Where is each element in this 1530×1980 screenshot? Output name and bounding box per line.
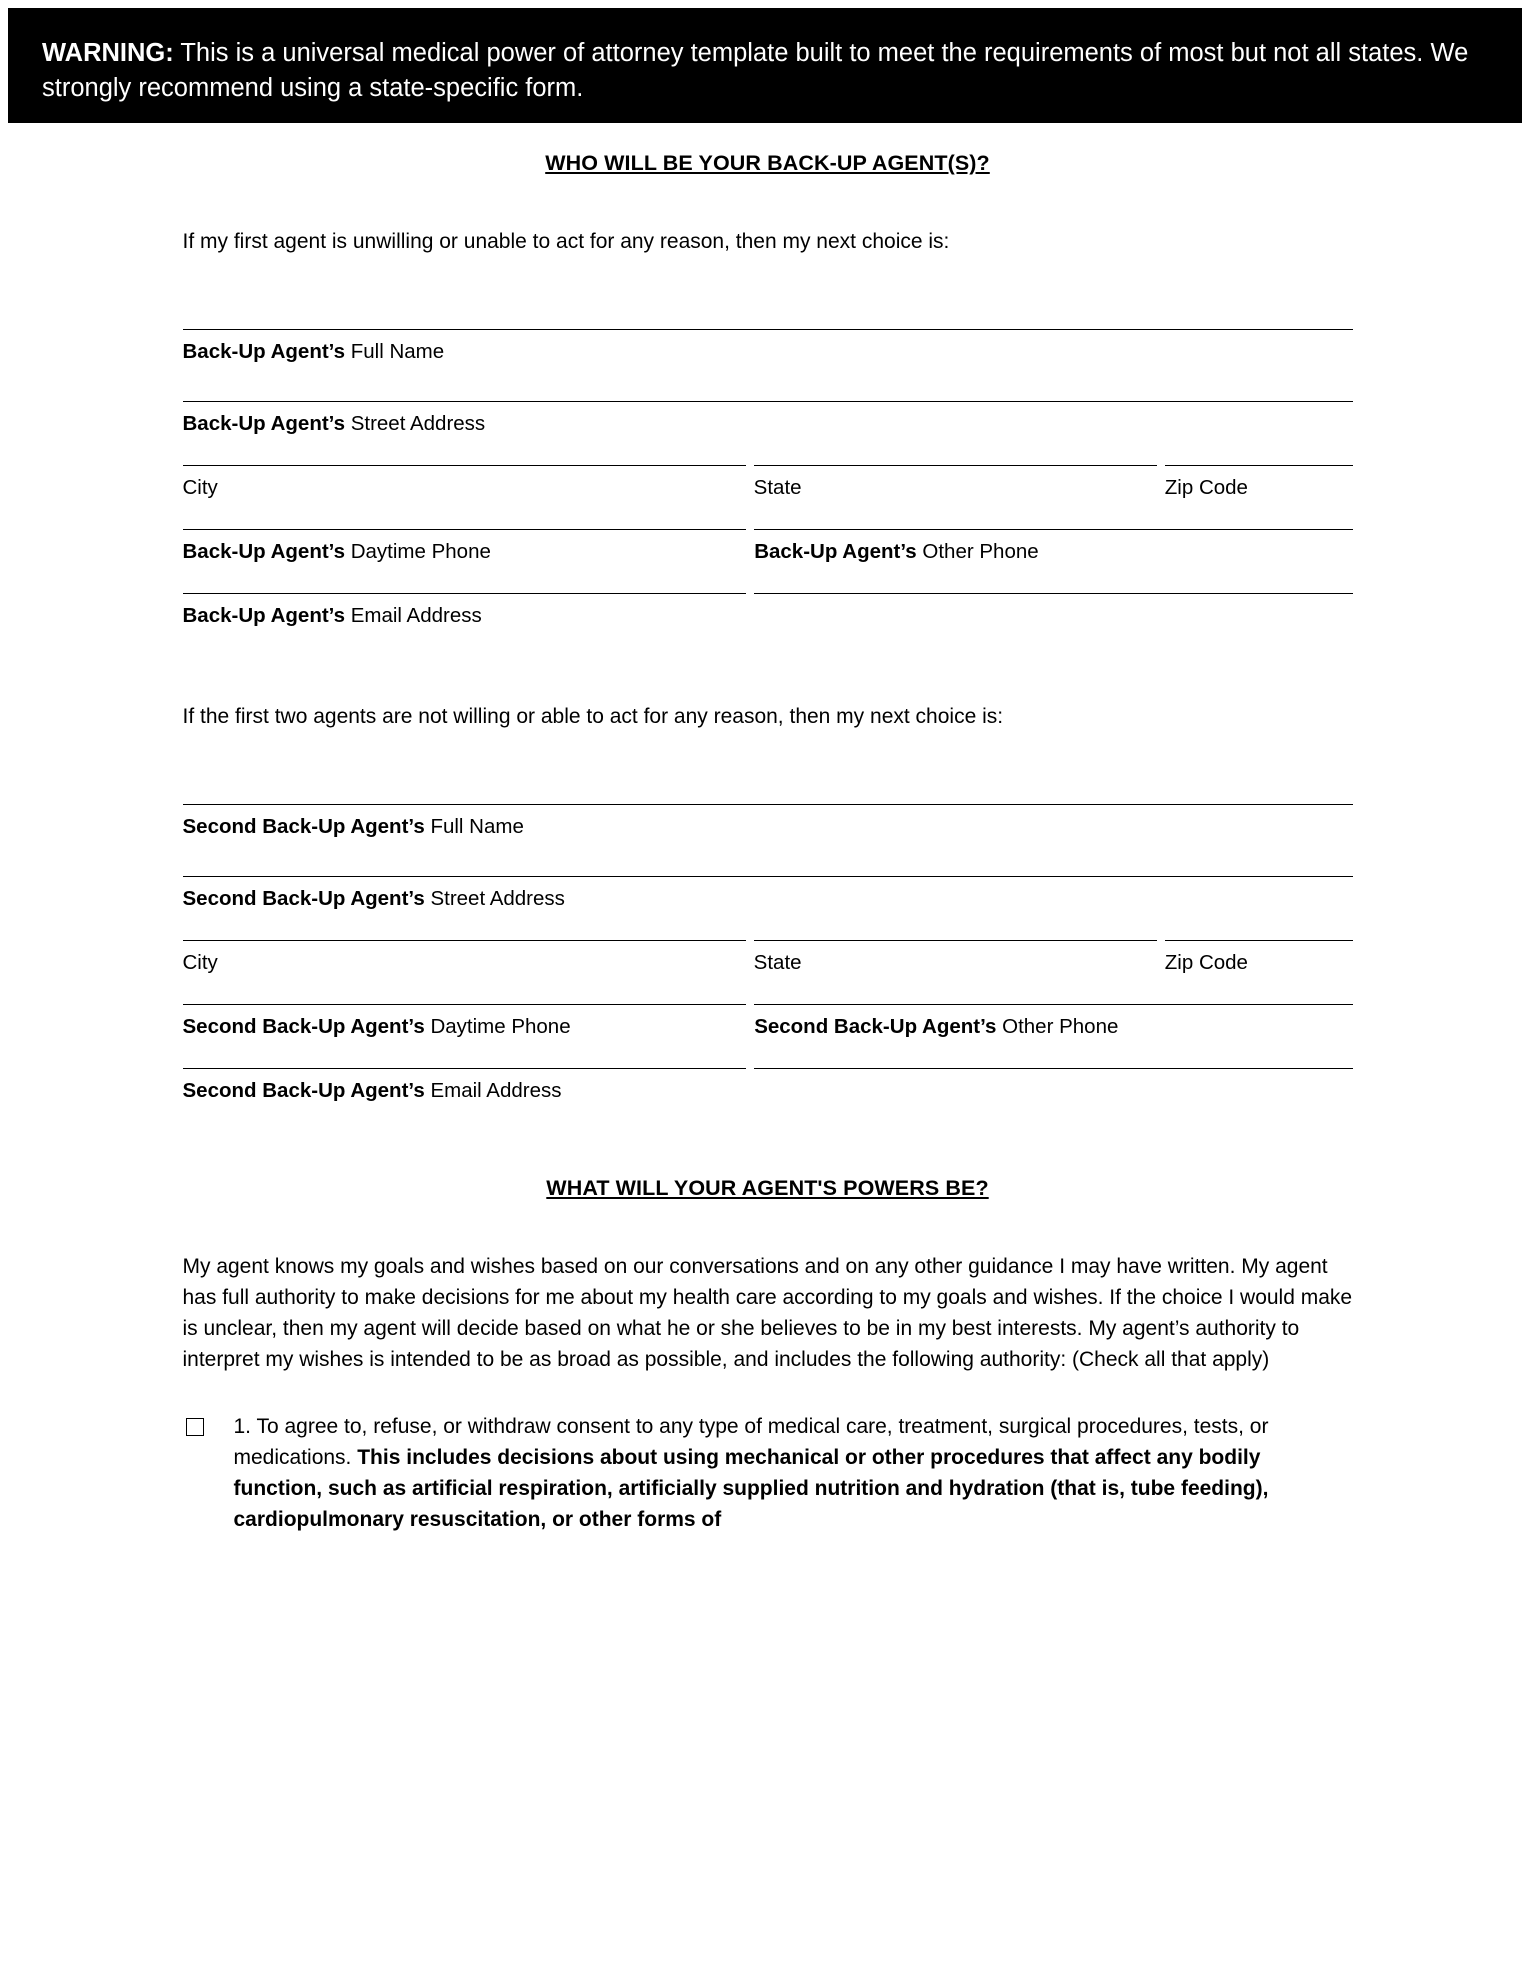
second-backup-agent-zip-field[interactable] (1165, 940, 1353, 976)
backup-agent-email-field[interactable] (183, 593, 747, 629)
power-item-1-bold: This includes decisions about using mechanical or other procedures that affect any bodily function, such as artificial respiration, artificially supplied nutrition and hydration (that is, tube feeding), cardiopulmonary resuscitation, or other forms of (233, 1446, 1269, 1531)
label-bold: Back-Up Agent’s (182, 340, 346, 363)
second-backup-agent-daytime-phone-field[interactable] (183, 1004, 747, 1040)
second-backup-agent-daytime-phone-label (183, 1005, 747, 1040)
warning-text (42, 36, 1488, 106)
backup-agent-full-name-label (183, 330, 1353, 365)
warning-lead: WARNING: (42, 39, 174, 67)
label-rest: Street Address (424, 887, 565, 910)
second-backup-agent-street-field[interactable] (183, 876, 1353, 912)
second-backup-agent-full-name-label (183, 805, 1353, 840)
label-bold: Back-Up Agent’s (182, 604, 346, 627)
backup-agents-heading: WHO WILL BE YOUR BACK-UP AGENT(S)? (545, 151, 990, 175)
second-backup-agent-street-label (183, 877, 1353, 912)
backup-agent-city-state-zip-row (183, 465, 1353, 501)
label-rest: Email Address (424, 1079, 562, 1102)
power-item-1-normal: To agree to, refuse, or withdraw consent to any type of medical care, treatment, surgical procedures, tests, or medications. (233, 1415, 1269, 1469)
second-backup-agent-city-label: City (182, 951, 218, 974)
second-backup-agent-email-row (183, 1068, 1353, 1104)
backup-agent-street-label (183, 402, 1353, 437)
second-backup-agent-city-field[interactable] (183, 940, 746, 976)
label-bold: Second Back-Up Agent’s (754, 1015, 997, 1038)
second-backup-agent-full-name-field[interactable] (183, 804, 1353, 840)
backup-agent-state-label: State (753, 476, 802, 499)
second-backup-agent-email-label (183, 1069, 747, 1104)
backup-agent-state-field[interactable] (754, 465, 1157, 501)
document-content (178, 123, 1353, 1535)
label-rest: Street Address (345, 412, 486, 435)
power-item-1-text (234, 1411, 1353, 1535)
field-rule (754, 1068, 1352, 1069)
second-backup-agent-other-phone-label (754, 1005, 1352, 1040)
backup-agent-daytime-phone-field[interactable] (183, 529, 747, 565)
warning-banner (8, 8, 1522, 123)
backup-agent-email-second-field[interactable] (754, 593, 1352, 629)
backup-agent-email-row (183, 593, 1353, 629)
second-backup-agent-email-second-field[interactable] (754, 1068, 1352, 1104)
backup-agent-other-phone-field[interactable] (754, 529, 1352, 565)
backup-agent-other-phone-label (754, 530, 1352, 565)
label-bold: Second Back-Up Agent’s (182, 1015, 425, 1038)
backup-agent-zip-label: Zip Code (1164, 476, 1248, 499)
second-backup-intro: If the first two agents are not willing or able to act for any reason, then my next choice is: (182, 705, 1004, 728)
label-bold: Second Back-Up Agent’s (182, 815, 425, 838)
field-rule (754, 593, 1352, 594)
second-backup-agent-phones-row (183, 1004, 1353, 1040)
label-bold: Second Back-Up Agent’s (182, 1079, 425, 1102)
powers-heading: WHAT WILL YOUR AGENT'S POWERS BE? (546, 1176, 989, 1200)
second-backup-agent-email-field[interactable] (183, 1068, 747, 1104)
second-backup-agent-other-phone-field[interactable] (754, 1004, 1352, 1040)
second-backup-agent-zip-label: Zip Code (1164, 951, 1248, 974)
label-bold: Back-Up Agent’s (182, 412, 346, 435)
second-backup-agent-city-state-zip-row (183, 940, 1353, 976)
warning-body: This is a universal medical power of attorney template built to meet the requirements of most but not all states. We strongly recommend using a state-specific form. (42, 39, 1469, 102)
backup-agent-daytime-phone-label (183, 530, 747, 565)
label-rest: Other Phone (916, 540, 1039, 563)
power-item-1[interactable] (183, 1411, 1353, 1535)
label-bold: Second Back-Up Agent’s (182, 887, 425, 910)
label-rest: Email Address (345, 604, 482, 627)
label-rest: Full Name (424, 815, 524, 838)
backup-agent-zip-field[interactable] (1165, 465, 1353, 501)
checkbox-icon[interactable] (186, 1418, 204, 1436)
backup-agent-street-field[interactable] (183, 401, 1353, 437)
powers-paragraph: My agent knows my goals and wishes based on our conversations and on any other guidance I may have written. My agent has full authority to make decisions for me about my health care according to my goals and wishes. If the choice I would make is unclear, then my agent will decide based on what he or she believes to be in my best interests. My agent’s authority to interpret my wishes is intended to be as broad as possible, and includes the following authority: (Check all that apply) (182, 1255, 1353, 1371)
document-page (0, 123, 1530, 1535)
backup-agent-city-label: City (182, 476, 218, 499)
first-backup-intro: If my first agent is unwilling or unable to act for any reason, then my next choice is: (182, 230, 950, 253)
second-backup-agent-state-field[interactable] (754, 940, 1157, 976)
backup-agent-email-label (183, 594, 747, 629)
label-rest: Other Phone (996, 1015, 1119, 1038)
label-rest: Daytime Phone (345, 540, 491, 563)
backup-agent-phones-row (183, 529, 1353, 565)
power-item-1-number: 1. (233, 1415, 252, 1438)
label-bold: Back-Up Agent’s (182, 540, 346, 563)
label-rest: Full Name (345, 340, 445, 363)
label-rest: Daytime Phone (424, 1015, 571, 1038)
label-bold: Back-Up Agent’s (754, 540, 917, 563)
backup-agent-full-name-field[interactable] (183, 329, 1353, 365)
backup-agent-city-field[interactable] (183, 465, 746, 501)
second-backup-agent-state-label: State (753, 951, 802, 974)
